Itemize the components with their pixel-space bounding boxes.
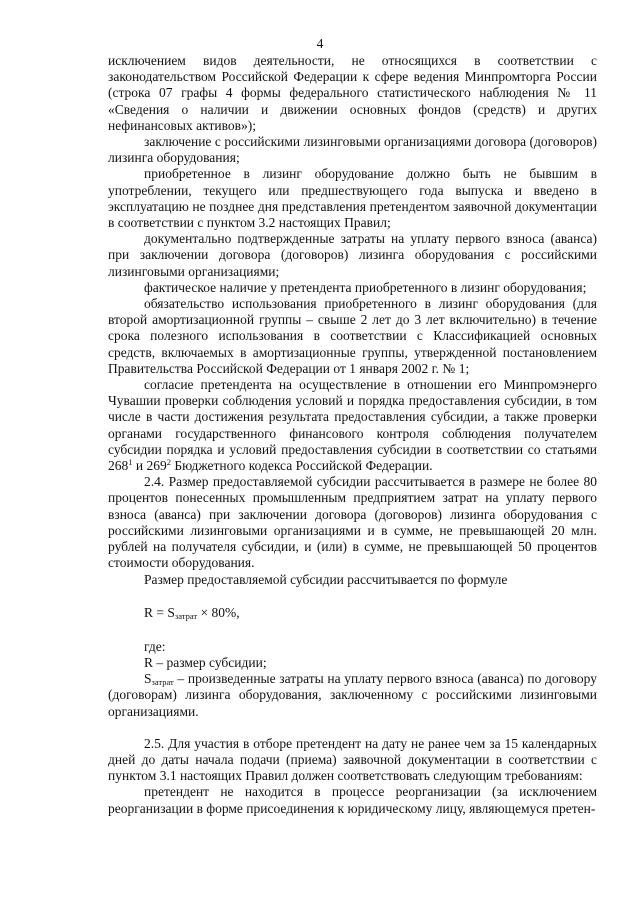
paragraph: фактическое наличие у претендента приобретенного в лизинг оборудования; — [144, 279, 587, 295]
superscript: 2 — [166, 457, 171, 468]
paragraph-text: и 269 — [132, 458, 167, 474]
document-body — [108, 53, 597, 817]
paragraph: претендент не находится в процессе реорганизации (за исключением реорганизации в форме присоединения к юридическому лицу, являющемуся претен- — [108, 784, 597, 816]
paragraph-text: согласие претендента на осуществление в отношении его Минпромэнерго Чувашии проверки соблюдения условий и порядка предоставления субсидии, в том числе в части достижения результата предоставления субсидии, а также проверки органами государственного финансового контроля соблюдения получателем субсидии порядка и условий предоставления субсидии в соответствии со статьями 268 — [108, 377, 597, 474]
spacer — [108, 720, 597, 736]
paragraph-text: Бюджетного кодекса Российской Федерации. — [170, 458, 433, 474]
paragraph — [108, 377, 597, 474]
paragraph: Размер предоставляемой субсидии рассчитывается по формуле — [144, 571, 508, 587]
page-number: 4 — [316, 36, 324, 51]
paragraph: исключением видов деятельности, не относящихся в соответствии с законодательством Российской Федерации к сфере ведения Минпромторга России (строка 07 графы 4 формы федерального статистического наблюдения № 11 «Сведения о наличии и движении основных фондов (средств) и других нефинансовых активов»); — [108, 53, 597, 133]
formula-rhs: × 80%, — [197, 604, 240, 620]
paragraph: 2.4. Размер предоставляемой субсидии рассчитывается в размере не более 80 процентов понесенных промышленным предприятием затрат на уплату первого взноса (аванса) при заключении договора (договоров) лизинга оборудования с российскими лизинговыми организациями и в сумме, не превышающей 20 млн. рублей на получателя субсидии, и (или) в сумме, не превышающей 50 процентов стоимости оборудования. — [108, 474, 597, 571]
paragraph: приобретенное в лизинг оборудование должно быть не бывшим в употреблении, текущего или предшествующего года выпуска и введено в эксплуатацию не позднее дня представления претендентом заявочной документации в соответствии с пунктом 3.2 настоящих Правил; — [108, 166, 597, 231]
paragraph: документально подтвержденные затраты на уплату первого взноса (аванса) при заключении договора (договоров) лизинга оборудования с российскими лизинговыми организациями; — [108, 231, 597, 279]
formula — [108, 605, 597, 621]
formula-lhs: R = S — [144, 604, 175, 620]
paragraph: 2.5. Для участия в отборе претендент на дату не ранее чем за 15 календарных дней до даты начала подачи (приема) заявочной документации в соответствии с пунктом 3.1 настоящих Правил должен соответствовать следующим требованиям: — [108, 735, 597, 784]
s-definition-text: – произведенные затраты на уплату первого взноса (аванса) по договору (договорам) лизинга оборудования, заключенному с российскими лизинговыми организациями. — [108, 671, 597, 719]
r-definition: R – размер субсидии; — [144, 654, 267, 670]
s-definition — [108, 671, 597, 720]
s-subscript: затрат — [151, 677, 174, 688]
paragraph: обязательство использования приобретенного в лизинг оборудования (для второй амортизационной группы – свыше 2 лет до 3 лет включительно) в течение срока полезного использования в соответствии с Классификацией основных средств, включаемых в амортизационные группы, утвержденной постановлением Правительства Российской Федерации от 1 января 2002 г. № 1; — [108, 296, 597, 376]
superscript: 1 — [128, 457, 133, 468]
paragraph: заключение с российскими лизинговыми организациями договора (договоров) лизинга оборудования; — [108, 134, 597, 166]
formula-subscript: затрат — [174, 610, 198, 621]
s-symbol: S — [144, 671, 152, 687]
where-label: где: — [144, 638, 166, 654]
